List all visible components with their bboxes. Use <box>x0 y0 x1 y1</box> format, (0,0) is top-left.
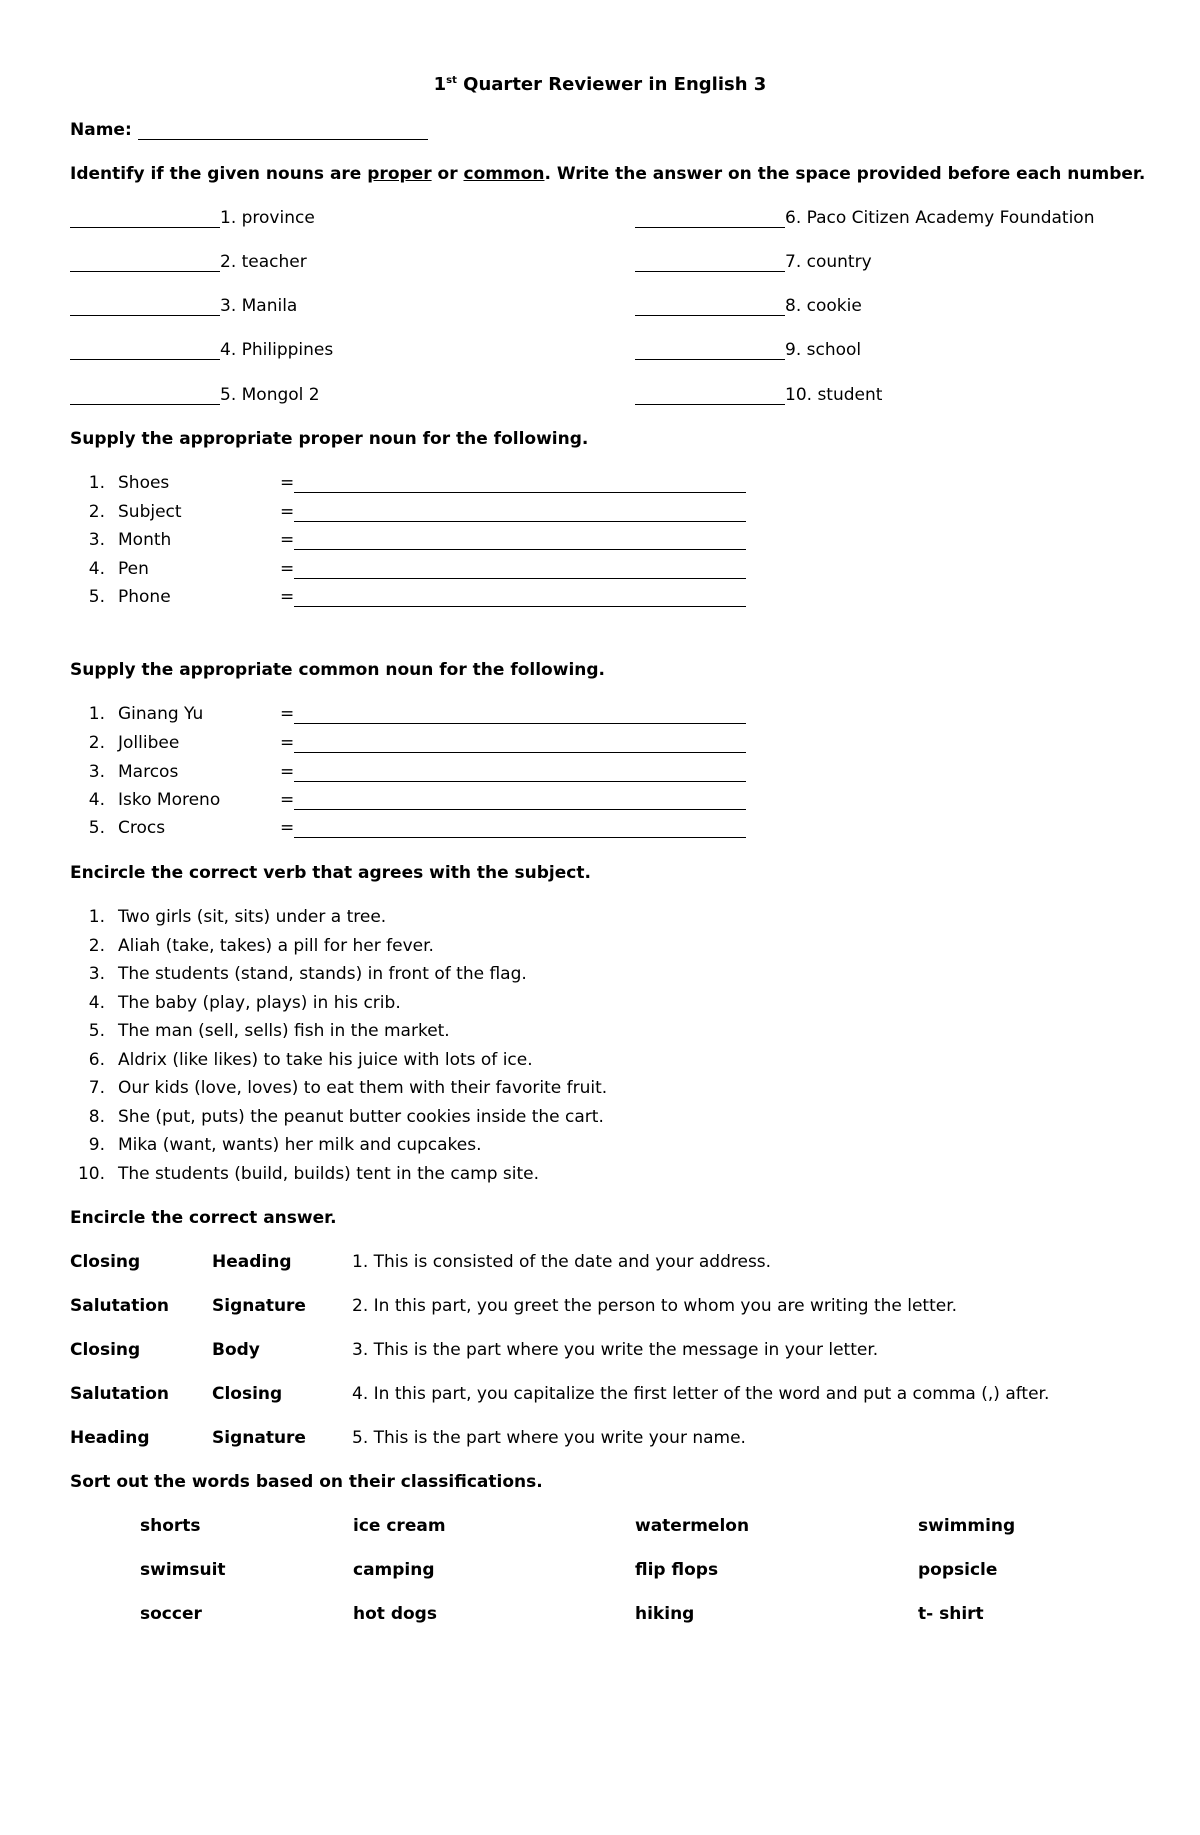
list-number: 1. <box>88 473 105 493</box>
answer-blank[interactable] <box>70 209 220 228</box>
name-field <box>70 120 428 140</box>
answer-blank[interactable] <box>294 763 746 782</box>
answer-blank[interactable] <box>70 341 220 360</box>
list-number: 3. <box>88 762 105 782</box>
equals-sign: = <box>280 587 295 607</box>
answer-line[interactable] <box>280 818 746 838</box>
equals-sign: = <box>280 762 295 782</box>
section2-heading: Supply the appropriate proper noun for the following. <box>70 429 589 449</box>
instruction-part: or <box>431 164 464 184</box>
choice-b[interactable]: Signature <box>212 1428 306 1448</box>
list-number: 2. <box>88 936 105 956</box>
choice-b[interactable]: Closing <box>212 1384 283 1404</box>
noun-item-text: 8. cookie <box>785 296 862 316</box>
equals-sign: = <box>280 733 295 753</box>
answer-line[interactable] <box>280 530 746 550</box>
title-ordinal: st <box>446 75 457 86</box>
noun-item-text: 2. teacher <box>220 252 307 272</box>
noun-item-text: 9. school <box>785 340 862 360</box>
instruction-common: common <box>463 164 545 184</box>
noun-item-text: 6. Paco Citizen Academy Foundation <box>785 208 1095 228</box>
answer-blank[interactable] <box>635 341 785 360</box>
noun-item-7 <box>635 252 872 272</box>
answer-line[interactable] <box>280 559 746 579</box>
question-text: 2. In this part, you greet the person to whom you are writing the letter. <box>352 1296 958 1316</box>
sort-word: flip flops <box>635 1560 719 1580</box>
equals-sign: = <box>280 502 295 522</box>
list-number: 2. <box>88 733 105 753</box>
noun-item-text: 5. Mongol 2 <box>220 385 320 405</box>
answer-blank[interactable] <box>635 297 785 316</box>
section4-heading: Encircle the correct verb that agrees with the subject. <box>70 863 591 883</box>
answer-blank[interactable] <box>294 819 746 838</box>
choice-a[interactable]: Heading <box>70 1428 150 1448</box>
answer-blank[interactable] <box>294 503 746 522</box>
answer-line[interactable] <box>280 704 746 724</box>
verb-sentence[interactable]: Mika (want, wants) her milk and cupcakes. <box>118 1135 482 1155</box>
answer-line[interactable] <box>280 473 746 493</box>
answer-blank[interactable] <box>294 705 746 724</box>
equals-sign: = <box>280 473 295 493</box>
list-number: 6. <box>88 1050 105 1070</box>
question-text: 3. This is the part where you write the message in your letter. <box>352 1340 879 1360</box>
noun-item-8 <box>635 296 862 316</box>
verb-sentence[interactable]: She (put, puts) the peanut butter cookies inside the cart. <box>118 1107 604 1127</box>
name-label: Name: <box>70 120 132 140</box>
sort-word: popsicle <box>918 1560 998 1580</box>
title-number: 1 <box>433 74 447 95</box>
equals-sign: = <box>280 530 295 550</box>
noun-item-6 <box>635 208 1095 228</box>
list-item-text: Month <box>118 530 172 550</box>
answer-blank[interactable] <box>70 297 220 316</box>
sort-word: soccer <box>140 1604 202 1624</box>
list-item-text: Marcos <box>118 762 179 782</box>
verb-sentence[interactable]: The students (stand, stands) in front of the flag. <box>118 964 527 984</box>
noun-item-1 <box>70 208 315 228</box>
equals-sign: = <box>280 704 295 724</box>
equals-sign: = <box>280 559 295 579</box>
noun-item-text: 3. Manila <box>220 296 298 316</box>
noun-item-text: 10. student <box>785 385 883 405</box>
answer-blank[interactable] <box>635 253 785 272</box>
noun-item-2 <box>70 252 307 272</box>
noun-item-9 <box>635 340 861 360</box>
list-item-text: Isko Moreno <box>118 790 221 810</box>
equals-sign: = <box>280 790 295 810</box>
answer-blank[interactable] <box>294 560 746 579</box>
list-number: 5. <box>88 1021 105 1041</box>
list-number: 5. <box>88 587 105 607</box>
choice-a[interactable]: Salutation <box>70 1384 169 1404</box>
answer-line[interactable] <box>280 790 746 810</box>
noun-item-3 <box>70 296 297 316</box>
verb-sentence[interactable]: The students (build, builds) tent in the camp site. <box>118 1164 540 1184</box>
instruction-part: . Write the answer on the space provided before each number. <box>544 164 1146 184</box>
answer-blank[interactable] <box>294 588 746 607</box>
answer-blank[interactable] <box>294 791 746 810</box>
noun-item-text: 1. province <box>220 208 315 228</box>
list-number: 4. <box>88 559 105 579</box>
question-text: 5. This is the part where you write your name. <box>352 1428 746 1448</box>
choice-b[interactable]: Body <box>212 1340 260 1360</box>
list-number: 3. <box>88 530 105 550</box>
section6-heading: Sort out the words based on their classifications. <box>70 1472 543 1492</box>
instruction-proper: proper <box>367 164 432 184</box>
answer-blank[interactable] <box>70 253 220 272</box>
sort-word: ice cream <box>353 1516 446 1536</box>
list-number: 4. <box>88 790 105 810</box>
verb-sentence[interactable]: Two girls (sit, sits) under a tree. <box>118 907 387 927</box>
list-number: 4. <box>88 993 105 1013</box>
choice-a[interactable]: Salutation <box>70 1296 169 1316</box>
section5-heading: Encircle the correct answer. <box>70 1208 337 1228</box>
name-blank[interactable] <box>138 121 428 140</box>
verb-sentence[interactable]: The man (sell, sells) fish in the market. <box>118 1021 450 1041</box>
noun-item-text: 4. Philippines <box>220 340 334 360</box>
verb-sentence[interactable]: The baby (play, plays) in his crib. <box>118 993 401 1013</box>
choice-b[interactable]: Signature <box>212 1296 306 1316</box>
list-item-text: Phone <box>118 587 171 607</box>
list-item-text: Subject <box>118 502 182 522</box>
answer-blank[interactable] <box>294 734 746 753</box>
list-number: 1. <box>88 704 105 724</box>
list-number: 9. <box>88 1135 105 1155</box>
verb-sentence[interactable]: Our kids (love, loves) to eat them with their favorite fruit. <box>118 1078 608 1098</box>
answer-blank[interactable] <box>294 531 746 550</box>
question-text: 1. This is consisted of the date and your address. <box>352 1252 772 1272</box>
list-item-text: Ginang Yu <box>118 704 204 724</box>
choice-b[interactable]: Heading <box>212 1252 292 1272</box>
list-item-text: Jollibee <box>118 733 180 753</box>
list-number: 10. <box>77 1164 105 1184</box>
answer-blank[interactable] <box>294 474 746 493</box>
answer-line[interactable] <box>280 587 746 607</box>
title-text: Quarter Reviewer in English 3 <box>456 74 767 95</box>
noun-item-4 <box>70 340 333 360</box>
answer-blank[interactable] <box>635 209 785 228</box>
list-item-text: Pen <box>118 559 149 579</box>
list-number: 1. <box>88 907 105 927</box>
answer-line[interactable] <box>280 502 746 522</box>
list-number: 5. <box>88 818 105 838</box>
list-number: 8. <box>88 1107 105 1127</box>
question-text: 4. In this part, you capitalize the first letter of the word and put a comma (,) after. <box>352 1384 1050 1404</box>
equals-sign: = <box>280 818 295 838</box>
noun-item-10 <box>635 385 882 405</box>
section3-heading: Supply the appropriate common noun for the following. <box>70 660 606 680</box>
noun-item-5 <box>70 385 320 405</box>
list-item-text: Shoes <box>118 473 170 493</box>
answer-blank[interactable] <box>70 386 220 405</box>
sort-word: swimming <box>918 1516 1016 1536</box>
sort-word: camping <box>353 1560 435 1580</box>
answer-blank[interactable] <box>635 386 785 405</box>
list-number: 7. <box>88 1078 105 1098</box>
instruction-part: Identify if the given nouns are <box>70 164 368 184</box>
page-title <box>0 74 1200 95</box>
choice-a[interactable]: Closing <box>70 1340 141 1360</box>
verb-sentence[interactable]: Aldrix (like likes) to take his juice with lots of ice. <box>118 1050 533 1070</box>
sort-word: hot dogs <box>353 1604 437 1624</box>
choice-a[interactable]: Closing <box>70 1252 141 1272</box>
answer-line[interactable] <box>280 762 746 782</box>
list-number: 2. <box>88 502 105 522</box>
answer-line[interactable] <box>280 733 746 753</box>
sort-word: watermelon <box>635 1516 750 1536</box>
sort-word: shorts <box>140 1516 201 1536</box>
verb-sentence[interactable]: Aliah (take, takes) a pill for her fever. <box>118 936 434 956</box>
list-number: 3. <box>88 964 105 984</box>
section1-instruction <box>70 164 1145 184</box>
sort-word: swimsuit <box>140 1560 226 1580</box>
sort-word: hiking <box>635 1604 695 1624</box>
list-item-text: Crocs <box>118 818 166 838</box>
noun-item-text: 7. country <box>785 252 872 272</box>
sort-word: t- shirt <box>918 1604 984 1624</box>
